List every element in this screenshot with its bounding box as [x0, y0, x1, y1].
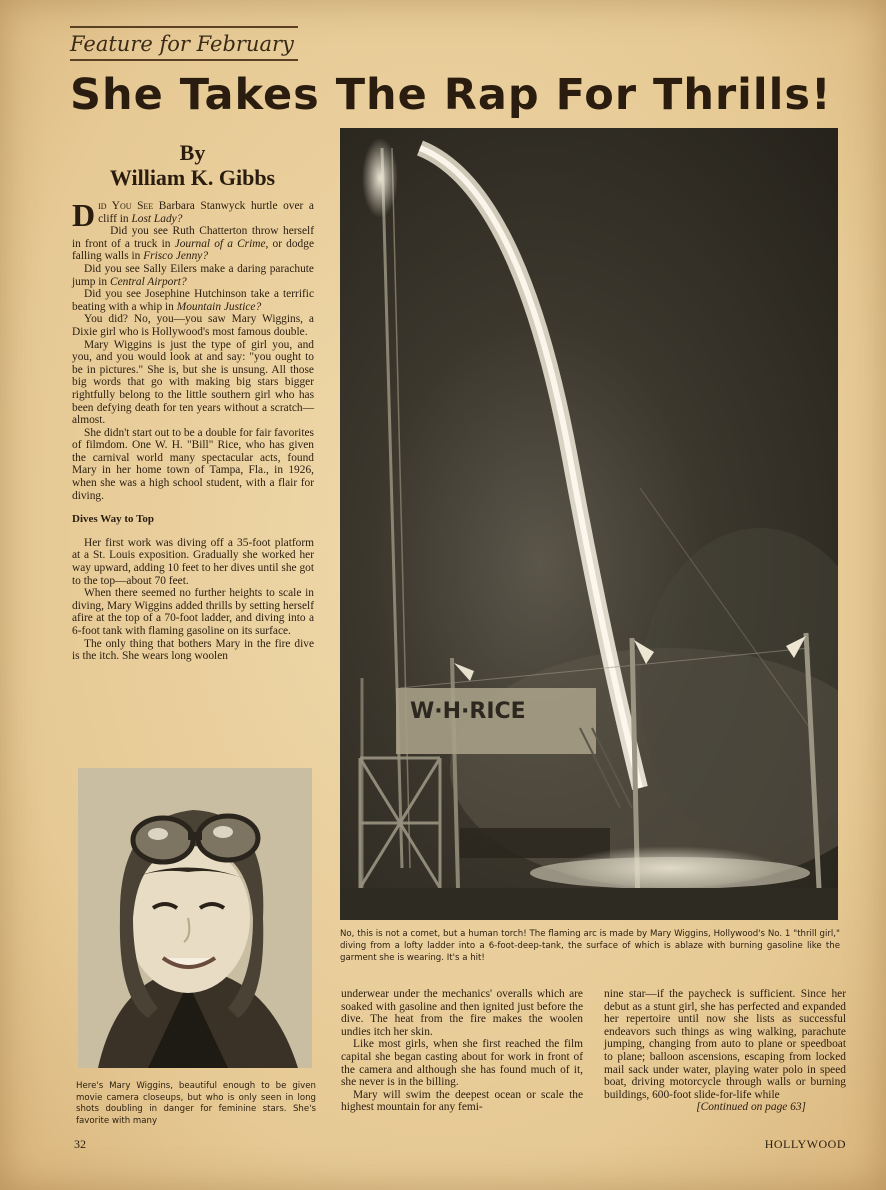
- paragraph: Mary Wiggins is just the type of girl you, and you, and you would look at and say: "you ought to be in pictures." She is, but she is unsung. All those big words that go with making big stars bigger rightfully belong to the little southern girl who has been defying death for ten years without a scratch—almost.: [72, 338, 314, 427]
- drop-cap: D: [72, 197, 96, 233]
- main-photo-caption: No, this is not a comet, but a human torch! The flaming arc is made by Mary Wiggins, Hollywood's No. 1 "thrill girl," diving from a lofty ladder into a 6-foot-deep-tank, the surface of which is ablaze with burning gasoline like the garment she is wearing. It's a hit!: [340, 929, 840, 963]
- fire-dive-photo: [340, 128, 838, 920]
- byline: [70, 140, 315, 190]
- byline-by: By: [179, 140, 206, 165]
- byline-author: William K. Gibbs: [109, 165, 276, 190]
- article-column-1: [72, 197, 314, 663]
- article-column-3: [604, 988, 846, 1114]
- portrait-photo: [78, 768, 312, 1068]
- paragraph: Did you see Sally Eilers make a daring parachute jump in Central Airport?: [72, 262, 314, 288]
- paragraph: Like most girls, when she first reached the film capital she began casting about for work in front of the camera and although she has found much of it, she never is in the billing.: [341, 1038, 583, 1089]
- paragraph: nine star—if the paycheck is sufficient. Since her debut as a stunt girl, she has perfected and expanded her repertoire until now she lists as successful endeavors such things as wing walking, parachute jumping, changing from auto to plane or speedboat to plane; balloon ascensions, escaping from locked mail sack under water, playing water polo in speed boat, driving motorcycle through walls or burning buildings, 600-foot slide-for-life while: [604, 988, 846, 1101]
- page-number: 32: [74, 1137, 86, 1151]
- magazine-name: HOLLYWOOD: [764, 1137, 846, 1151]
- paragraph: Her first work was diving off a 35-foot platform at a St. Louis exposition. Gradually she worked her way upward, adding 10 feet to her dives until she got to the top—about 70 feet.: [72, 536, 314, 587]
- subheading: Dives Way to Top: [72, 513, 155, 526]
- paragraph: The only thing that bothers Mary in the fire dive is the itch. She wears long woolen: [72, 637, 314, 663]
- article-column-2: [341, 988, 583, 1114]
- paragraph: You did? No, you—you saw Mary Wiggins, a Dixie girl who is Hollywood's most famous double.: [72, 313, 314, 338]
- paragraph: She didn't start out to be a double for fair favorites of filmdom. One W. H. "Bill" Rice, who has given the carnival world many spectacular acts, found Mary in her home town of Tampa, Fla., in 1926, when she was a high school student, with a flair for diving.: [72, 426, 314, 502]
- banner-sign: W·H·RICE: [410, 699, 526, 724]
- feature-tag: Feature for February: [70, 26, 298, 61]
- continued-note: [Continued on page 63]: [696, 1101, 806, 1114]
- paragraph: Mary will swim the deepest ocean or scale the highest mountain for any femi-: [341, 1088, 583, 1114]
- headline: She Takes The Rap For Thrills!: [70, 70, 832, 120]
- paragraph: Did you see Ruth Chatterton throw herself in front of a truck in Journal of a Crime, or dodge falling walls in Frisco Jenny?: [72, 225, 314, 263]
- paragraph: Did you see Josephine Hutchinson take a terrific beating with a whip in Mountain Justice?: [72, 288, 314, 313]
- paragraph: Did You See Barbara Stanwyck hurtle over a cliff in Lost Lady?: [72, 197, 314, 233]
- portrait-caption: Here's Mary Wiggins, beautiful enough to be given movie camera closeups, but who is only seen in long shots doubling in danger for feminine stars. She's favorite with many: [76, 1081, 316, 1126]
- paragraph: underwear under the mechanics' overalls which are soaked with gasoline and then ignited just before the dive. The heat from the fire makes the woolen undies itch her skin.: [341, 988, 583, 1038]
- paragraph: When there seemed no further heights to scale in diving, Mary Wiggins added thrills by setting herself afire at the top of a 70-foot ladder, and diving into a 6-foot tank with flaming gasoline on its surface.: [72, 587, 314, 637]
